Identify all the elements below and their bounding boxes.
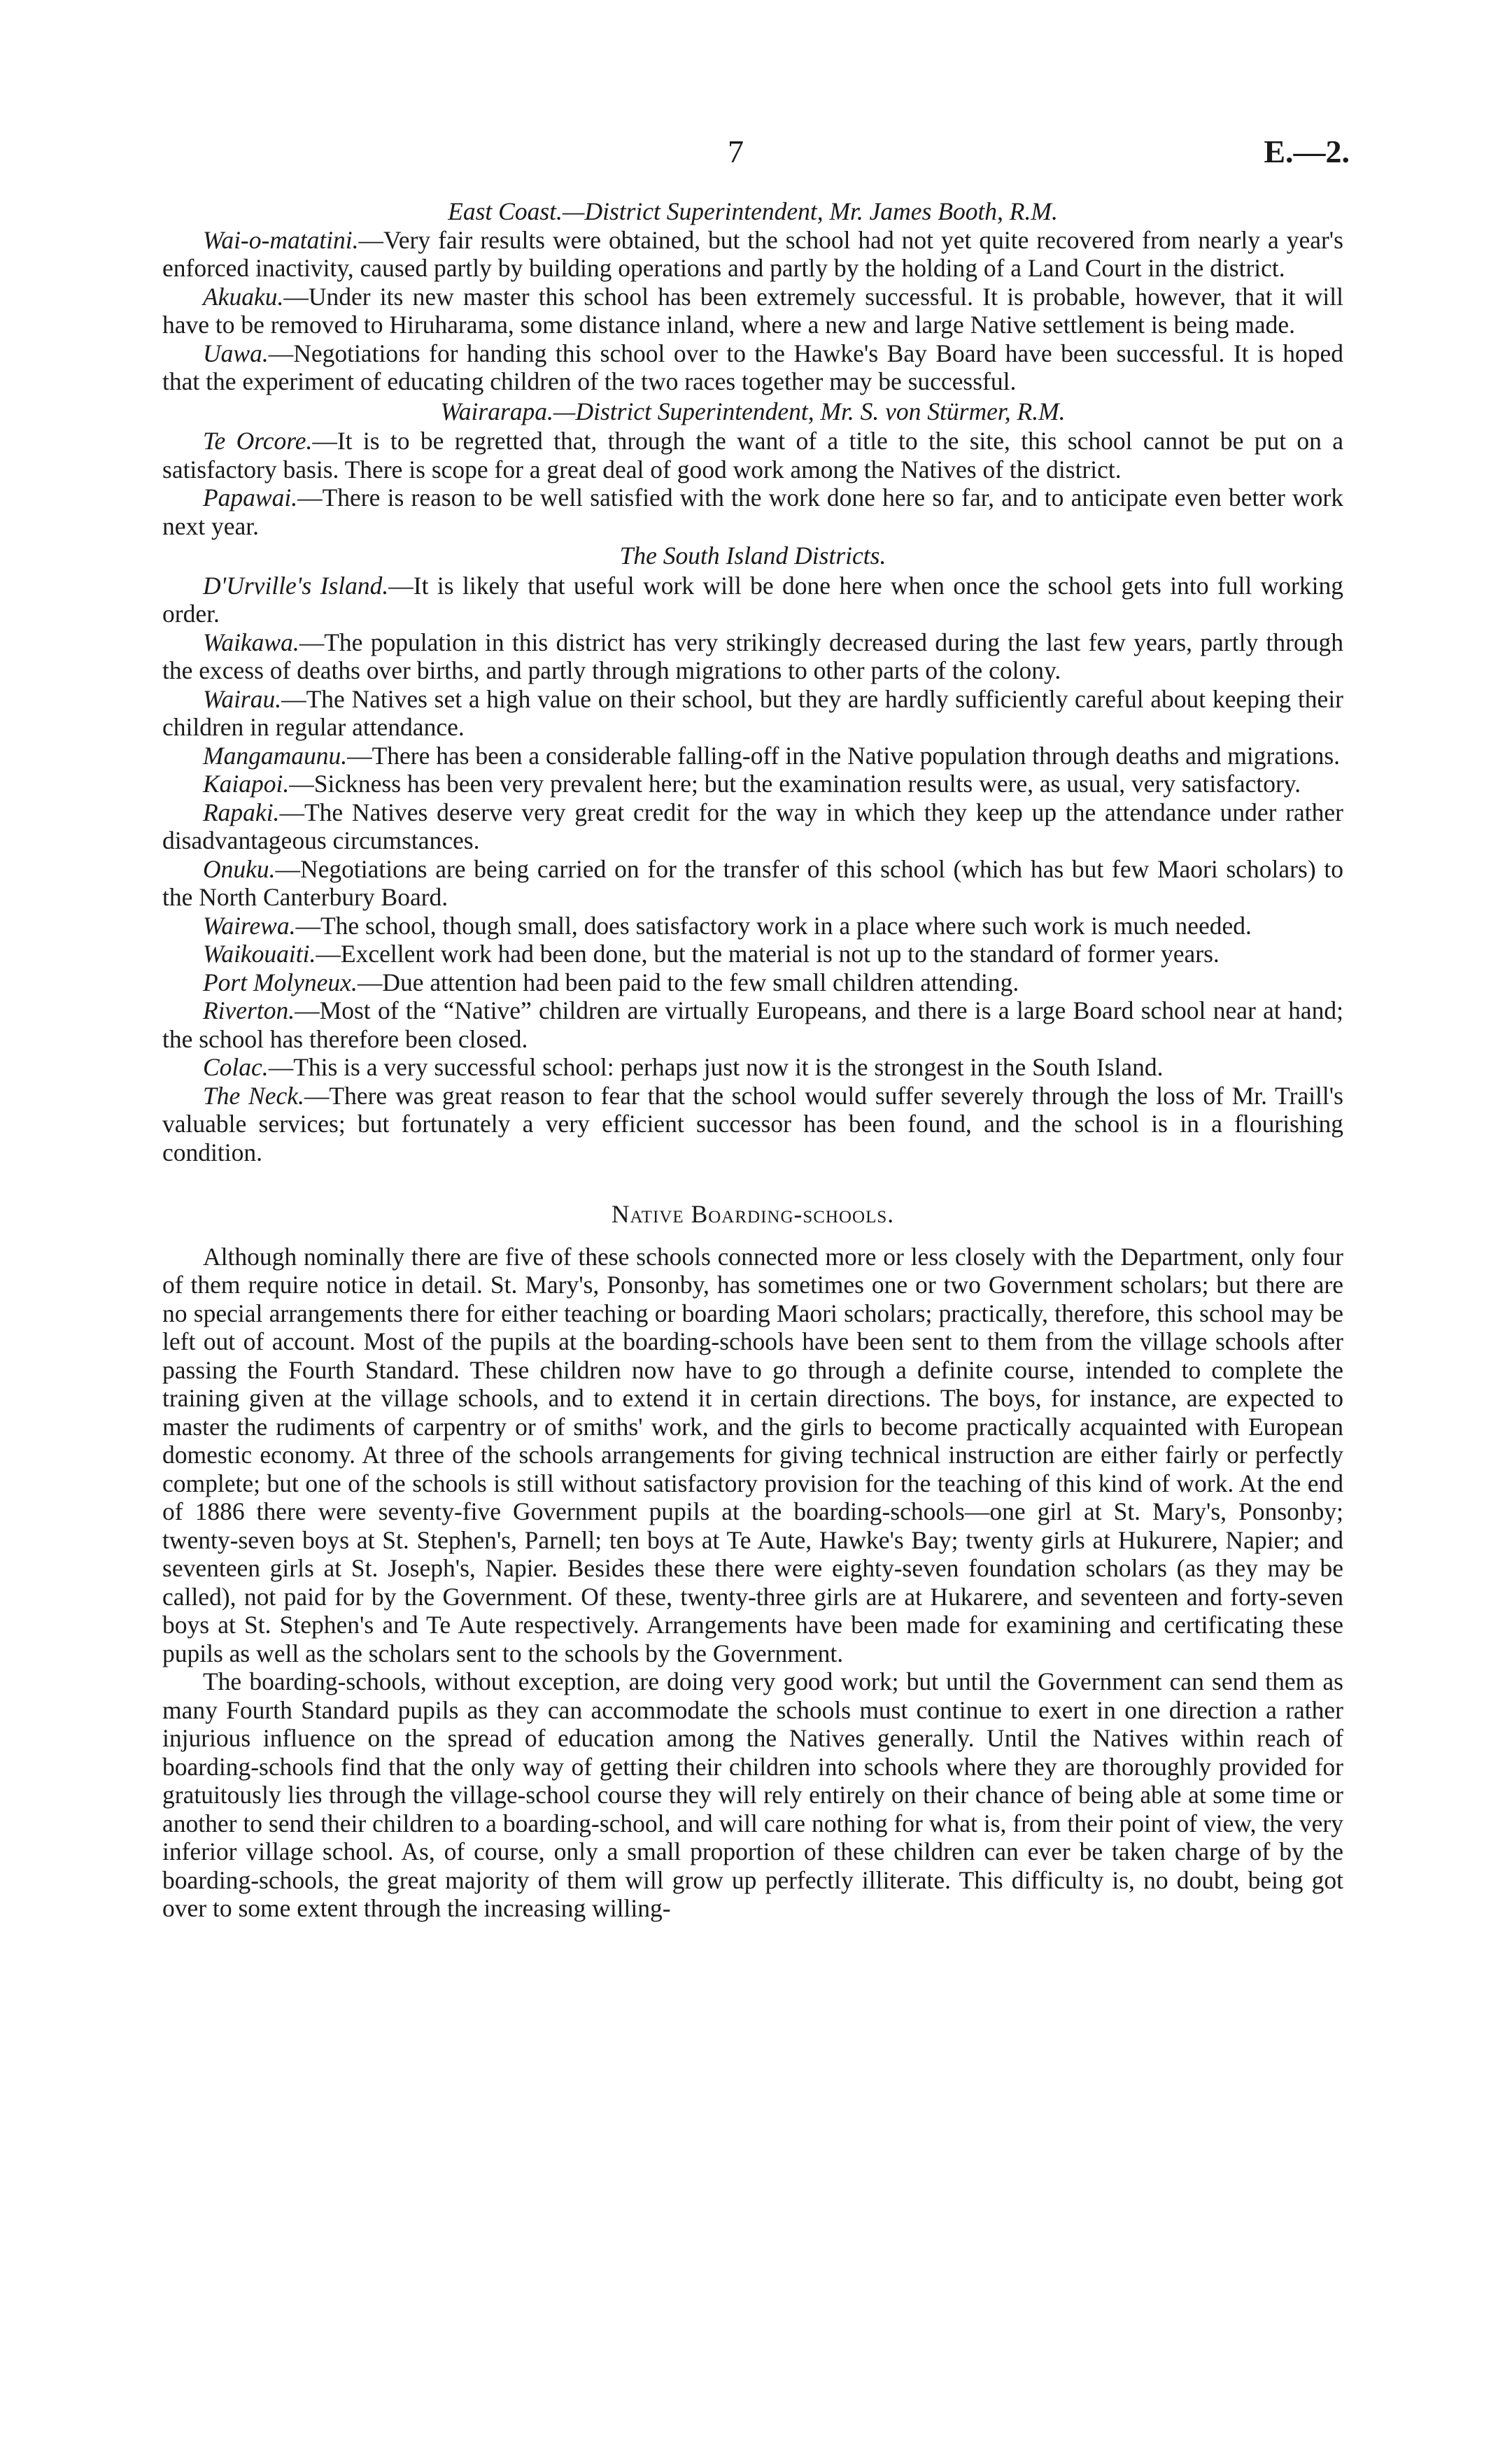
- school-entry: [162, 572, 1343, 628]
- school-report: —The population in this district has very strikingly decreased during the last few years, partly through the excess of deaths over births, and partly through migrations to other parts of the colony.: [162, 628, 1343, 684]
- school-name: Rapaki.: [203, 798, 280, 826]
- school-entry: [162, 798, 1343, 855]
- school-report: —It is likely that useful work will be done here when once the school gets into full working order.: [162, 571, 1343, 628]
- school-report: —Sickness has been very prevalent here; but the examination results were, as usual, very satisfactory.: [289, 770, 1301, 798]
- school-report: —Excellent work had been done, but the material is not up to the standard of former years.: [316, 940, 1220, 968]
- school-report: —There has been a considerable falling-off in the Native population through deaths and migrations.: [347, 741, 1341, 770]
- school-name: Akuaku.: [203, 282, 284, 311]
- school-entry: [162, 427, 1343, 484]
- page-body: [162, 197, 1343, 1923]
- school-name: Onuku.: [203, 854, 276, 883]
- school-report: —This is a very successful school: perhaps just now it is the strongest in the South Island.: [268, 1053, 1164, 1081]
- school-name: Te Orcore.: [203, 427, 313, 455]
- school-entry: [162, 996, 1343, 1053]
- boarding-schools-heading: Native Boarding-schools.: [611, 1200, 895, 1228]
- school-name: Wairau.: [203, 684, 282, 713]
- school-report: —Negotiations for handing this school over to the Hawke's Bay Board have been successful. It is hoped that the experiment of educating children of the two races together may be successful.: [162, 339, 1343, 395]
- east-coast-heading: East Coast.—District Superintendent, Mr. James Booth, R.M.: [448, 197, 1058, 225]
- school-name: Wai-o-matatini.: [203, 225, 359, 254]
- wairarapa-heading: Wairarapa.—District Superintendent, Mr. S. von Stürmer, R.M.: [440, 397, 1066, 425]
- school-report: —The Natives deserve very great credit for the way in which they keep up the attendance under rather disadvantageous circumstances.: [162, 798, 1343, 854]
- school-report: —There is reason to be well satisfied with the work done here so far, and to anticipate even better work next year.: [162, 484, 1343, 540]
- school-entry: [162, 968, 1343, 997]
- school-name: Kaiapoi.: [203, 770, 290, 798]
- school-name: Uawa.: [203, 339, 269, 367]
- school-entry: [162, 912, 1343, 940]
- school-entry: [162, 1082, 1343, 1167]
- school-entry: [162, 855, 1343, 912]
- school-name: D'Urville's Island.: [203, 571, 389, 600]
- school-name: Wairewa.: [203, 911, 296, 940]
- school-report: —It is to be regretted that, through the want of a title to the site, this school cannot be put on a satisfactory basis. There is scope for a great deal of good work among the Natives of the district.: [162, 427, 1343, 484]
- school-entry: [162, 484, 1343, 540]
- school-report: —Negotiations are being carried on for the transfer of this school (which has but few Maori scholars) to the North Canterbury Board.: [162, 854, 1343, 911]
- school-entry: [162, 339, 1343, 396]
- school-entry: [162, 1053, 1343, 1082]
- school-name: Waikouaiti.: [203, 940, 316, 968]
- body-paragraph: Although nominally there are five of these schools connected more or less closely with the Department, only four of them require notice in detail. St. Mary's, Ponsonby, has sometimes one or two Government scholars; but there are no special arrangements there for either teaching or boarding Maori scholars; practically, therefore, this school may be left out of account. Most of the pupils at the boarding-schools have been sent to them from the village schools after passing the Fourth Standard. These children now have to go through a definite course, intended to complete the training given at the village schools, and to extend it in certain directions. The boys, for instance, are expected to master the rudiments of carpentry or of smiths' work, and the girls to become practically acquainted with European domestic economy. At three of the schools arrangements for giving technical instruction are either fairly or perfectly complete; but one of the schools is still without satisfactory provision for the teaching of this kind of work. At the end of 1886 there were seventy-five Government pupils at the boarding-schools—one girl at St. Mary's, Ponsonby; twenty-seven boys at St. Stephen's, Parnell; ten boys at Te Aute, Hawke's Bay; twenty girls at Hukurere, Napier; and seventeen girls at St. Joseph's, Napier. Besides these there were eighty-seven foundation scholars (as they may be called), not paid for by the Government. Of these, twenty-three girls are at Hukarere, and seventeen and forty-seven boys at St. Stephen's and Te Aute respectively. Arrangements have been made for examining and certificating these pupils as well as the scholars sent to the schools by the Government.: [162, 1242, 1343, 1667]
- school-name: Riverton.: [203, 996, 295, 1024]
- school-report: —The school, though small, does satisfactory work in a place where such work is much needed.: [295, 911, 1252, 940]
- school-name: The Neck.: [203, 1081, 304, 1110]
- school-entry: [162, 770, 1343, 798]
- school-name: Colac.: [203, 1053, 269, 1081]
- document-code: E.—2.: [1264, 134, 1350, 169]
- school-entry: [162, 742, 1343, 770]
- school-entry: [162, 283, 1343, 339]
- school-entry: [162, 628, 1343, 685]
- school-entry: [162, 685, 1343, 742]
- school-report: —Very fair results were obtained, but the school had not yet quite recovered from nearly a year's enforced inactivity, caused partly by building operations and partly by the holding of a Land Court in the district.: [162, 225, 1343, 282]
- school-name: Mangamaunu.: [203, 741, 348, 770]
- school-report: —Under its new master this school has been extremely successful. It is probable, however, that it will have to be removed to Hiruharama, some distance inland, where a new and large Native settlement is being made.: [162, 282, 1343, 339]
- school-report: —The Natives set a high value on their school, but they are hardly sufficiently careful about keeping their children in regular attendance.: [162, 684, 1343, 741]
- school-name: Waikawa.: [203, 628, 299, 656]
- school-report: —Due attention had been paid to the few small children attending.: [357, 968, 1019, 996]
- body-paragraph: The boarding-schools, without exception, are doing very good work; but until the Government can send them as many Fourth Standard pupils as they can accommodate the schools must continue to exert in one direction a rather injurious influence on the spread of education among the Natives generally. Until the Natives within reach of boarding-schools find that the only way of getting their children into schools where they are thoroughly provided for gratuitously lies through the village-school course they will rely entirely on their chance of being able at some time or another to send their children to a boarding-school, and will care nothing for what is, from their point of view, the very inferior village school. As, of course, only a small proportion of these children can ever be taken charge of by the boarding-schools, the great majority of them will grow up perfectly illiterate. This difficulty is, no doubt, being got over to some extent through the increasing willing-: [162, 1667, 1343, 1922]
- school-name: Papawai.: [203, 484, 298, 511]
- school-report: —Most of the “Native” children are virtually Europeans, and there is a large Board school near at hand; the school has therefore been closed.: [162, 996, 1343, 1053]
- south-island-heading: The South Island Districts.: [619, 542, 886, 570]
- school-entry: [162, 226, 1343, 283]
- school-name: Port Molyneux.: [203, 968, 358, 996]
- school-entry: [162, 940, 1343, 968]
- page-number: 7: [728, 134, 744, 169]
- school-report: —There was great reason to fear that the school would suffer severely through the loss of Mr. Traill's valuable services; but fortunately a very efficient successor has been found, and the school is in a flourishing condition.: [162, 1081, 1343, 1166]
